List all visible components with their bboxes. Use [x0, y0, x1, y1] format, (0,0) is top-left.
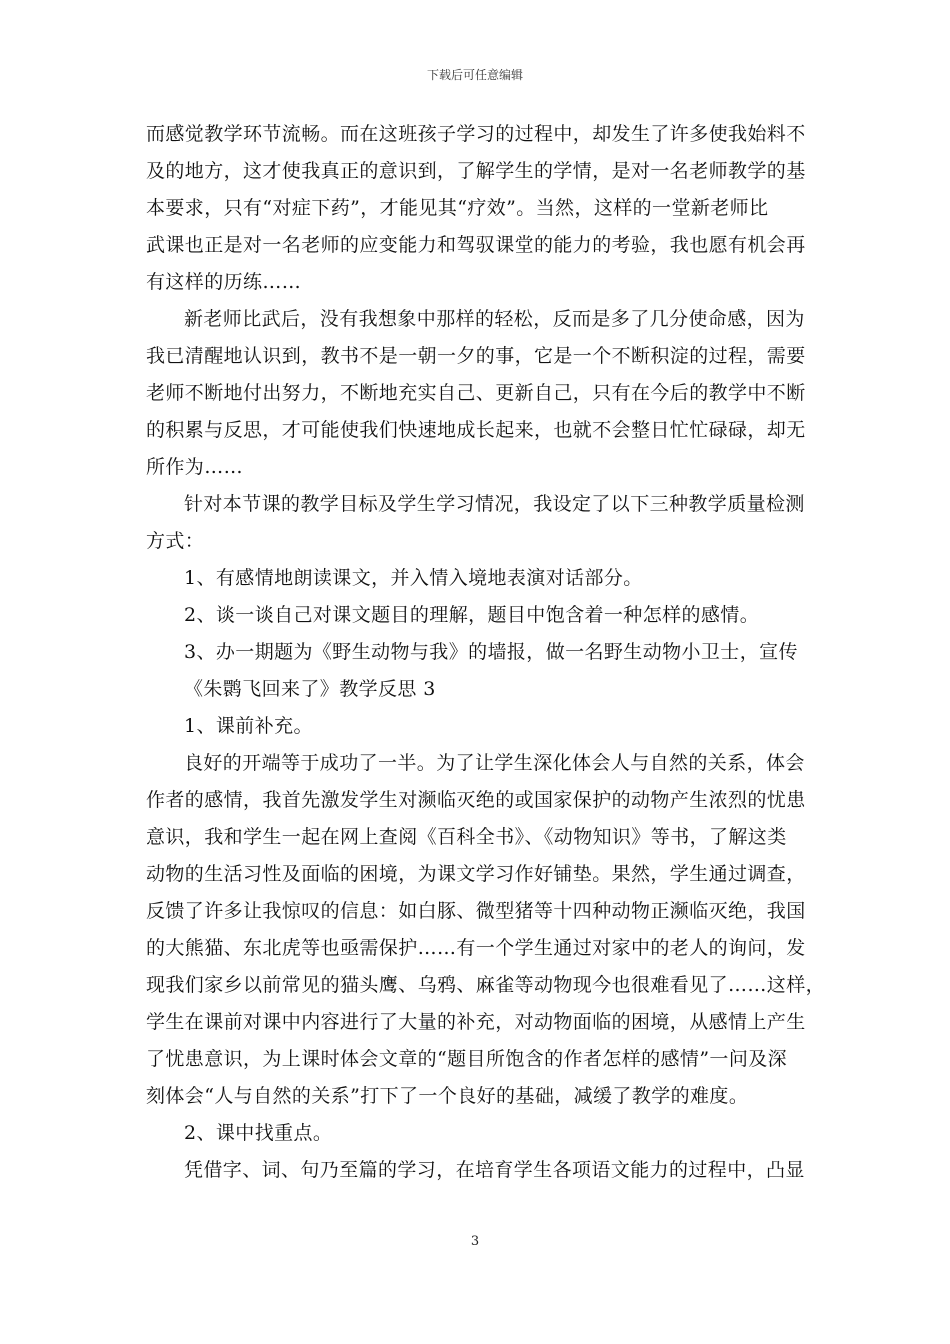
- text-line: 本要求，只有“对症下药”，才能见其“疗效”。当然，这样的一堂新老师比: [146, 197, 769, 219]
- text-line: 动物的生活习性及面临的困境，为课文学习作好铺垫。果然，学生通过调查，: [146, 863, 806, 885]
- text-line: 而感觉教学环节流畅。而在这班孩子学习的过程中，却发生了许多使我始料不: [146, 123, 806, 145]
- document-body: [146, 116, 826, 1189]
- text-line: 2、谈一谈自己对课文题目的理解，题目中饱含着一种怎样的感情。: [184, 604, 760, 626]
- text-line: 良好的开端等于成功了一半。为了让学生深化体会人与自然的关系，体会: [184, 752, 805, 774]
- text-line: 的积累与反思，才可能使我们快速地成长起来，也就不会整日忙忙碌碌，却无: [146, 419, 806, 441]
- text-line: 武课也正是对一名老师的应变能力和驾驭课堂的能力的考验，我也愿有机会再: [146, 234, 806, 256]
- text-line: 所作为……: [146, 456, 244, 478]
- text-line: 方式：: [146, 530, 205, 552]
- text-line: 针对本节课的教学目标及学生学习情况，我设定了以下三种教学质量检测: [184, 493, 805, 515]
- text-line: 2、课中找重点。: [184, 1122, 333, 1144]
- text-line: 新老师比武后，没有我想象中那样的轻松，反而是多了几分使命感，因为: [184, 308, 805, 330]
- text-line: 有这样的历练……: [146, 271, 302, 293]
- text-line: 学生在课前对课中内容进行了大量的补充，对动物面临的困境，从感情上产生: [146, 1011, 806, 1033]
- text-line: 及的地方，这才使我真正的意识到，了解学生的学情，是对一名老师教学的基: [146, 160, 806, 182]
- text-line: 我已清醒地认识到，教书不是一朝一夕的事，它是一个不断积淀的过程，需要: [146, 345, 806, 367]
- text-line: 意识，我和学生一起在网上查阅《百科全书》、《动物知识》等书，了解这类: [146, 826, 787, 848]
- text-line: 1、课前补充。: [184, 715, 313, 737]
- page-header: 下载后可任意编辑: [426, 68, 523, 82]
- text-line: 作者的感情，我首先激发学生对濒临灭绝的或国家保护的动物产生浓烈的忧患: [146, 789, 806, 811]
- text-line: 《朱鹮飞回来了》教学反思 3: [184, 678, 436, 700]
- text-line: 了忧患意识，为上课时体会文章的“题目所饱含的作者怎样的感情”一问及深: [146, 1048, 788, 1070]
- text-line: 老师不断地付出努力，不断地充实自己、更新自己，只有在今后的教学中不断: [146, 382, 806, 404]
- text-line: 刻体会“人与自然的关系”打下了一个良好的基础，减缓了教学的难度。: [146, 1085, 749, 1107]
- text-line: 反馈了许多让我惊叹的信息：如白豚、微型猪等十四种动物正濒临灭绝，我国: [146, 900, 806, 922]
- page-number: 3: [470, 1234, 480, 1249]
- text-line: 1、有感情地朗读课文，并入情入境地表演对话部分。: [184, 567, 643, 589]
- text-line: 现我们家乡以前常见的猫头鹰、乌鸦、麻雀等动物现今也很难看见了……这样，: [146, 974, 826, 996]
- text-line: 的大熊猫、东北虎等也亟需保护……有一个学生通过对家中的老人的询问，发: [146, 937, 806, 959]
- text-line: 凭借字、词、句乃至篇的学习，在培育学生各项语文能力的过程中，凸显: [184, 1159, 805, 1181]
- text-line: 3、办一期题为《野生动物与我》的墙报，做一名野生动物小卫士，宣传: [184, 641, 798, 663]
